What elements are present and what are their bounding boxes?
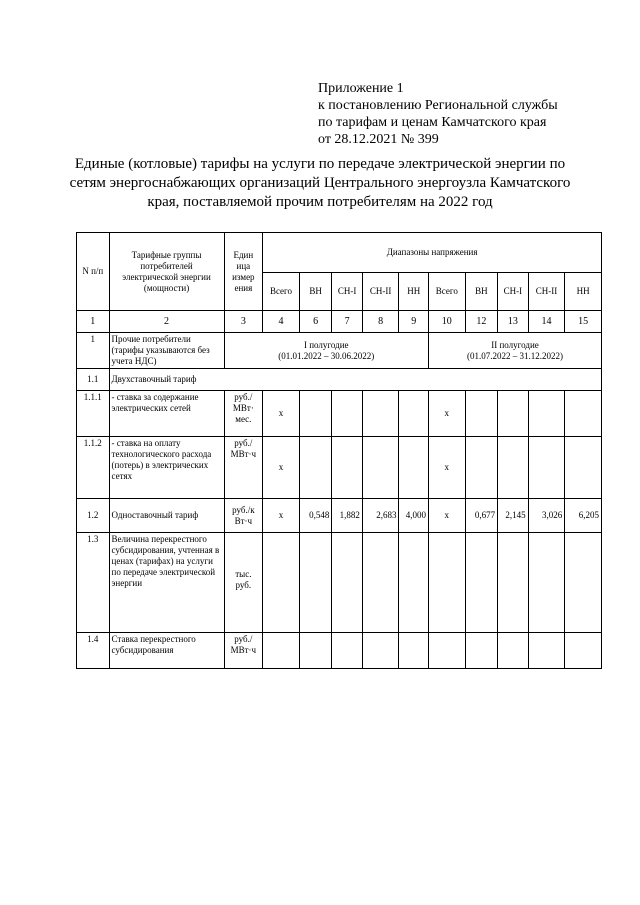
cell-value: 0,548 [299,499,332,533]
half-year-title: II полугодие [491,339,539,350]
row-unit: руб./ МВт·ч [224,633,263,669]
row-name: Величина перекрестного субсидирования, учтенная в ценах (тарифах) на услуги по передаче электрической энергии [109,533,224,633]
cell-value [332,633,363,669]
cell-value [528,391,565,437]
header-level: СН-I [498,273,529,311]
appendix-line: от 28.12.2021 № 399 [318,132,439,147]
header-groups: Тарифные группы потребителей электрической энергии (мощности) [109,233,224,311]
row-name: Одноставочный тариф [109,499,224,533]
table-row [77,633,602,669]
cell-value [362,437,399,499]
appendix-line: по тарифам и ценам Камчатского края [318,115,547,130]
header-level: НН [399,273,429,311]
cell-value [465,437,498,499]
tariff-table [76,232,602,669]
cell-value [498,437,529,499]
document-title [30,155,610,212]
column-number: 6 [299,311,332,333]
cell-value [528,533,565,633]
table-row [77,437,602,499]
cell-value [565,437,602,499]
cell-value: x [428,391,465,437]
cell-value [332,533,363,633]
cell-value [299,533,332,633]
column-number: 8 [362,311,399,333]
cell-value [528,633,565,669]
column-number: 14 [528,311,565,333]
half-year-period: (01.01.2022 – 30.06.2022) [278,350,375,361]
cell-value [498,633,529,669]
cell-value [362,633,399,669]
table-row [77,369,602,391]
row-name: Прочие потребители (тарифы указываются без учета НДС) [109,333,224,369]
cell-value [332,437,363,499]
cell-value [565,533,602,633]
column-number-row [77,311,602,333]
row-name: Двухставочный тариф [109,369,601,391]
column-number: 7 [332,311,363,333]
column-number: 15 [565,311,602,333]
column-number: 12 [465,311,498,333]
row-name: Ставка перекрестного субсидирования [109,633,224,669]
row-unit: руб./ МВт·ч [224,437,263,499]
cell-value [565,391,602,437]
half-year-title: I полугодие [303,339,349,350]
header-level: Всего [263,273,300,311]
cell-value [428,633,465,669]
cell-value: x [263,437,300,499]
header-level: НН [565,273,602,311]
header-level: СН-II [362,273,399,311]
cell-value [362,391,399,437]
column-number: 1 [77,311,110,333]
cell-value [528,437,565,499]
cell-value [332,391,363,437]
appendix-line: Приложение 1 [318,81,404,96]
column-number: 3 [224,311,263,333]
cell-value [428,533,465,633]
row-num: 1.4 [77,633,110,669]
row-num: 1.2 [77,499,110,533]
title-line: сетям энергоснабжающих организаций Центрального энергоузла Камчатского [69,175,571,191]
column-number: 13 [498,311,529,333]
row-unit: руб./к Вт·ч [224,499,263,533]
header-num: N п/п [77,233,110,311]
header-level: СН-II [528,273,565,311]
cell-value: x [428,499,465,533]
half-year-period: (01.07.2022 – 31.12.2022) [466,350,563,361]
cell-value [465,633,498,669]
row-unit: тыс. руб. [224,533,263,633]
cell-value: 2,683 [362,499,399,533]
cell-value: x [263,499,300,533]
cell-value: x [263,391,300,437]
cell-value [465,391,498,437]
header-level: ВН [465,273,498,311]
row-name: - ставка за содержание электрических сетей [109,391,224,437]
table-row [77,391,602,437]
cell-value [263,533,300,633]
cell-value [299,633,332,669]
cell-value [565,633,602,669]
cell-value [299,437,332,499]
row-unit: руб./ МВт· мес. [224,391,263,437]
cell-value [498,533,529,633]
header-level: Всего [428,273,465,311]
header-level: ВН [299,273,332,311]
row-name: - ставка на оплату технологического расхода (потерь) в электрических сетях [109,437,224,499]
row-num: 1.1.1 [77,391,110,437]
cell-value [399,437,429,499]
cell-value [299,391,332,437]
cell-value [399,391,429,437]
cell-value [362,533,399,633]
half-year-1 [224,333,428,369]
cell-value [399,533,429,633]
cell-value: 4,000 [399,499,429,533]
cell-value [498,391,529,437]
cell-value: 3,026 [528,499,565,533]
table-row [77,499,602,533]
title-line: Единые (котловые) тарифы на услуги по передаче электрической энергии по [74,156,566,172]
cell-value: 0,677 [465,499,498,533]
row-num: 1.1.2 [77,437,110,499]
cell-value [263,633,300,669]
appendix-line: к постановлению Региональной службы [318,98,558,113]
header-level: СН-I [332,273,363,311]
column-number: 2 [109,311,224,333]
row-num: 1.1 [77,369,110,391]
table-row [77,333,602,369]
title-line: края, поставляемой прочим потребителям на 2022 год [147,194,493,210]
column-number: 4 [263,311,300,333]
cell-value [465,533,498,633]
cell-value: 2,145 [498,499,529,533]
appendix-block [318,80,618,148]
column-number: 9 [399,311,429,333]
column-number: 10 [428,311,465,333]
cell-value: 1,882 [332,499,363,533]
half-year-2 [428,333,601,369]
row-num: 1 [77,333,110,369]
table-row [77,533,602,633]
cell-value [399,633,429,669]
row-num: 1.3 [77,533,110,633]
header-ranges: Диапазоны напряжения [263,233,602,273]
header-unit: Един ица измер ения [224,233,263,311]
cell-value: 6,205 [565,499,602,533]
cell-value: x [428,437,465,499]
